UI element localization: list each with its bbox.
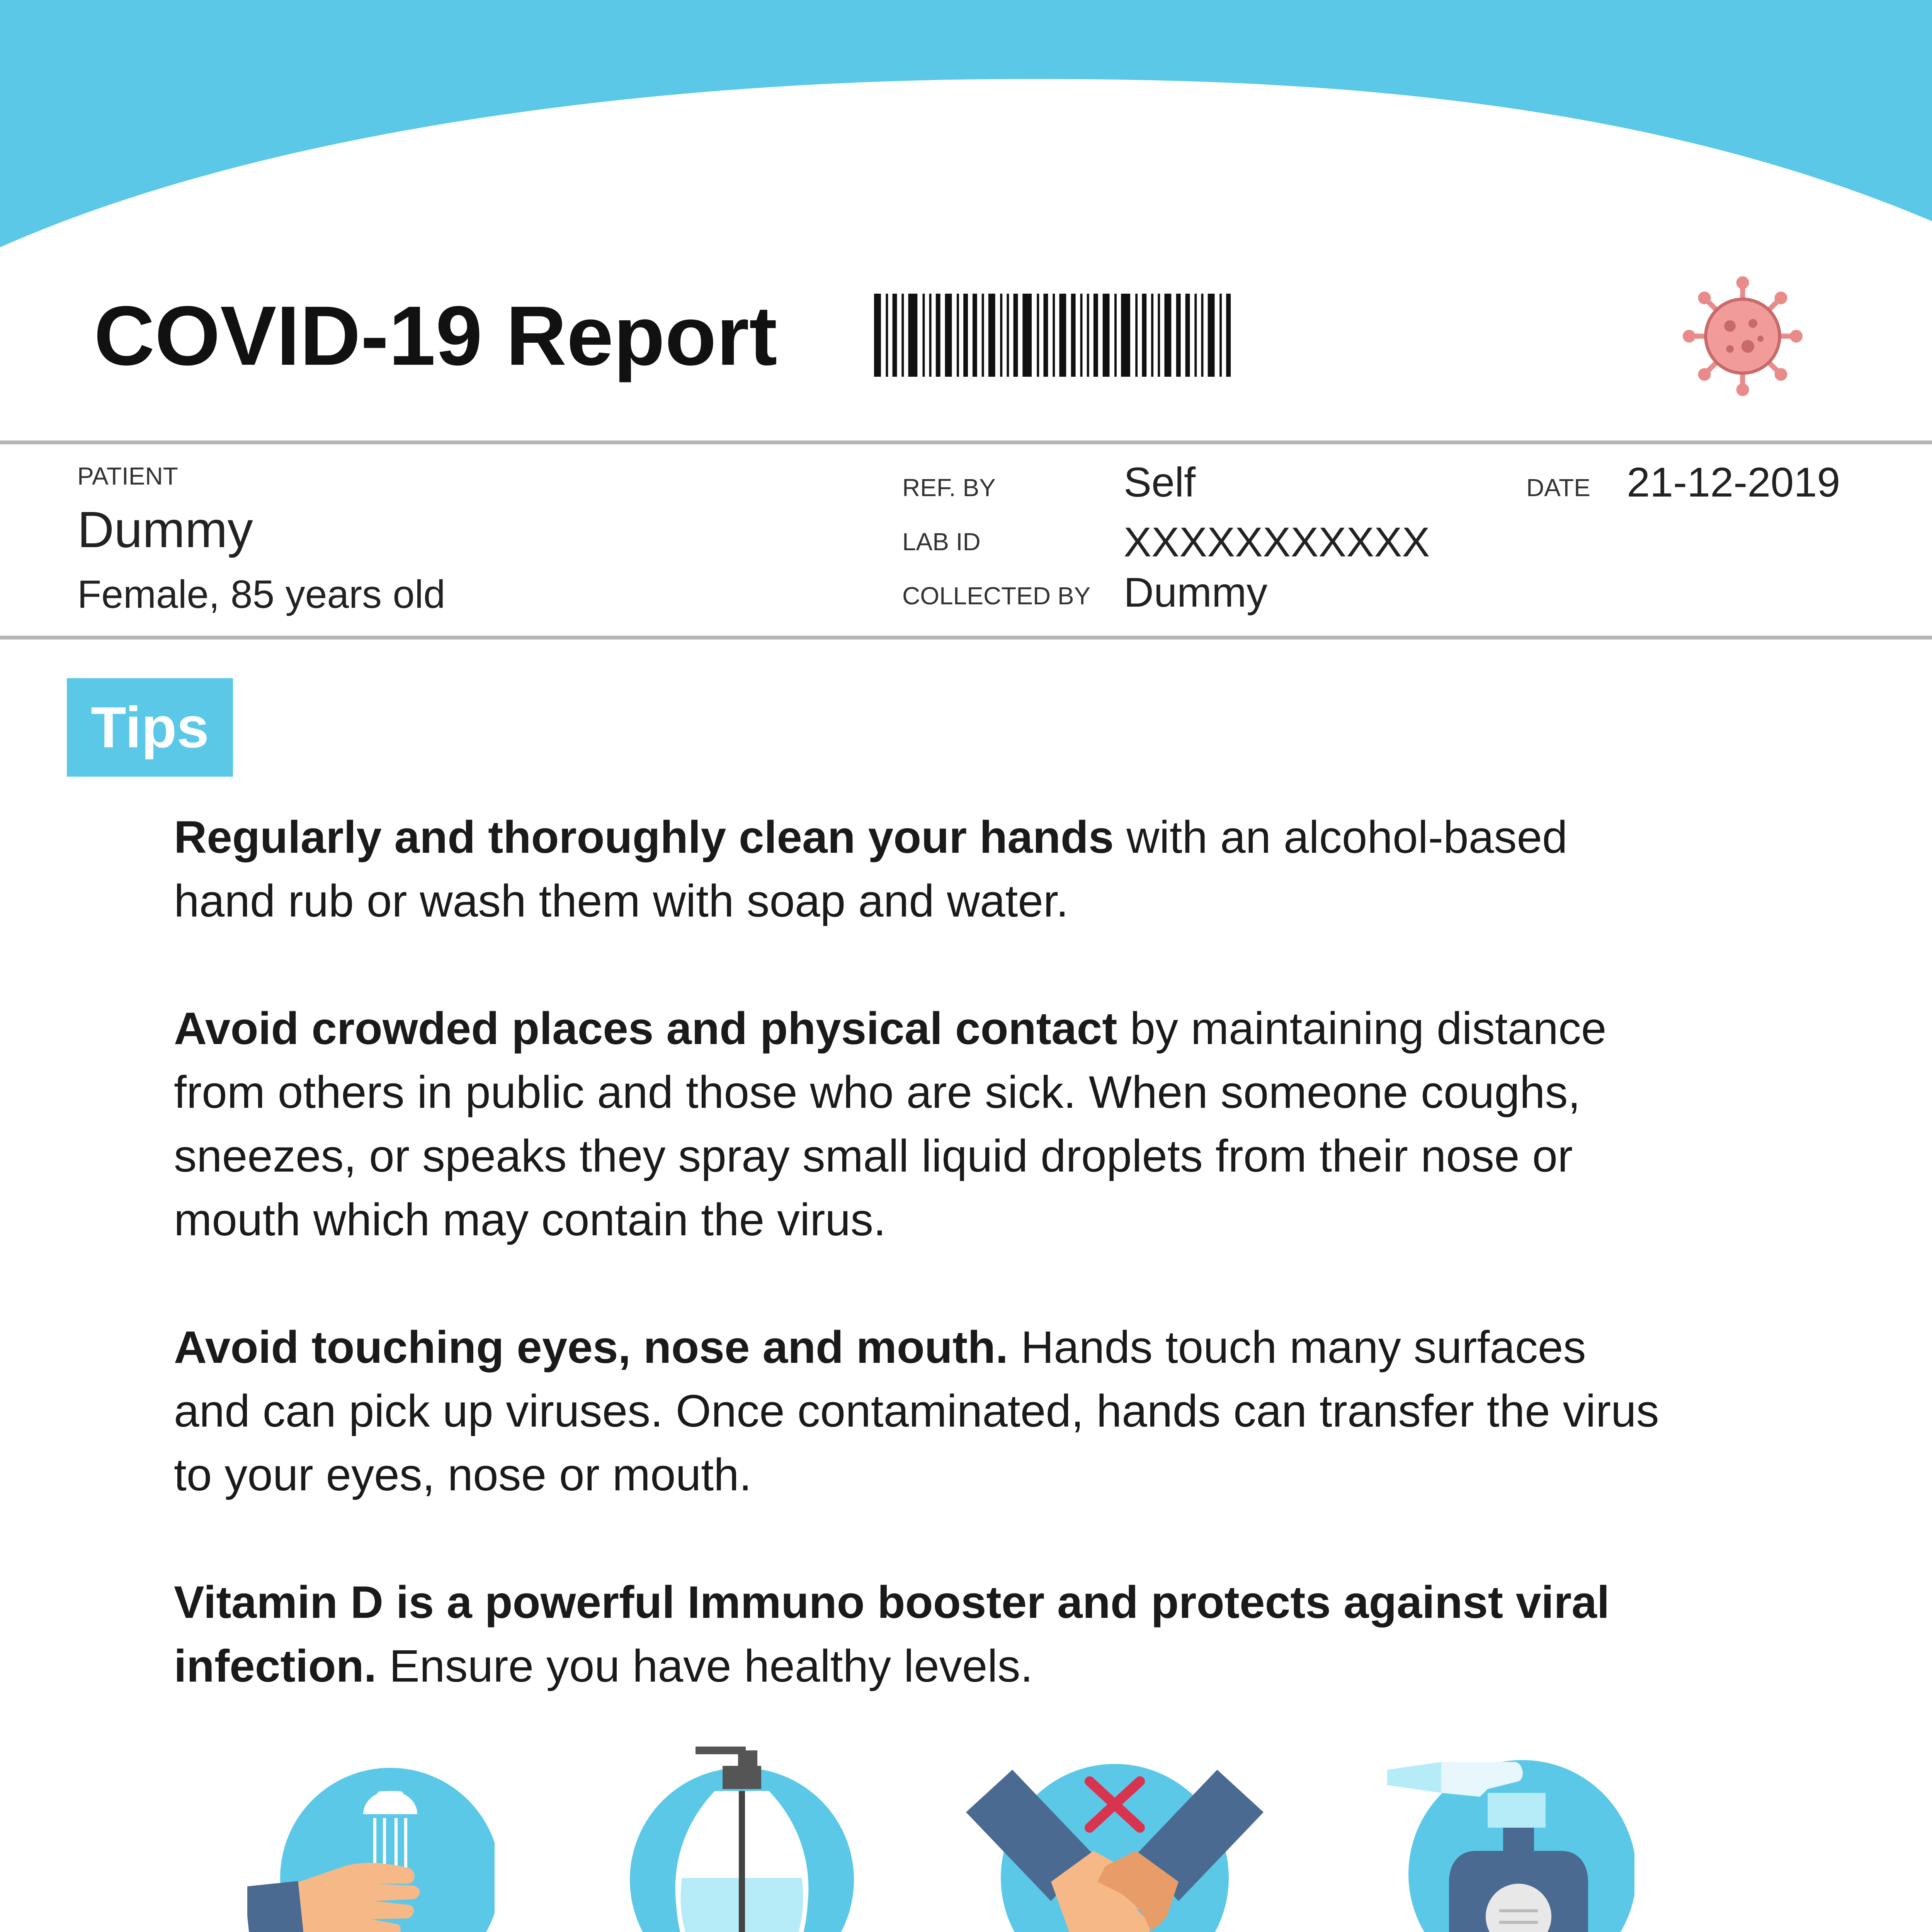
- barcode-bar: [874, 294, 881, 377]
- virus-icon: [1679, 272, 1806, 400]
- barcode-bar: [1142, 294, 1146, 377]
- barcode-bar: [908, 294, 917, 377]
- tip-heading: Vitamin D is a powerful Immuno booster and protects against viral infection.: [174, 1577, 1610, 1692]
- collected-by-label: COLLECTED BY: [902, 582, 1091, 610]
- disinfectant-spray-icon: [1387, 1754, 1634, 1932]
- barcode-bar: [1194, 294, 1197, 377]
- tip-paragraph: [174, 1316, 1662, 1507]
- barcode-bar: [973, 294, 977, 377]
- barcode-bar: [1043, 294, 1048, 377]
- tip-heading: Regularly and thoroughly clean your hands: [174, 812, 1114, 863]
- date-label: DATE: [1526, 474, 1590, 502]
- barcode-bar: [1071, 294, 1076, 377]
- header-wave: [0, 0, 1932, 247]
- barcode-bar: [1103, 294, 1110, 377]
- tip-body: with an alcohol-based hand rub or wash them with soap and water.: [174, 812, 1568, 927]
- tip-heading: Avoid touching eyes, nose and mouth.: [174, 1322, 1009, 1373]
- barcode-bar: [1094, 294, 1098, 377]
- tip-body: Ensure you have healthy levels.: [376, 1641, 1033, 1692]
- barcode-bar: [1164, 294, 1171, 377]
- patient-divider: [0, 636, 1932, 639]
- patient-name: Dummy: [77, 501, 253, 558]
- barcode-bar: [945, 294, 952, 377]
- barcode-bar: [1135, 294, 1138, 377]
- barcode-bar: [1158, 294, 1160, 377]
- tip-body: by maintaining distance from others in public and those who are sick. When someone coughs, sneezes, or speaks they spray small liquid droplets from their nose or mouth which may contain the virus.: [174, 1003, 1607, 1245]
- barcode-bar: [1059, 294, 1066, 377]
- barcode-bar: [1087, 294, 1089, 377]
- barcode-bar: [1185, 294, 1190, 377]
- tips-badge: Tips: [67, 678, 233, 777]
- barcode-bar: [1176, 294, 1181, 377]
- barcode-bar: [1022, 294, 1032, 377]
- barcode-bar: [1037, 294, 1039, 377]
- wash-hands-icon: [247, 1768, 495, 1932]
- barcode-bar: [1226, 294, 1231, 377]
- barcode-bar: [1000, 294, 1002, 377]
- barcode-bar: [901, 294, 904, 377]
- barcode-bar: [1053, 294, 1055, 377]
- page-title: COVID-19 Report: [94, 289, 777, 383]
- barcode-bar: [893, 294, 897, 377]
- barcode-bar: [1007, 294, 1009, 377]
- barcode-bar: [963, 294, 968, 377]
- barcode-bar: [1201, 294, 1204, 377]
- ref-by-label: REF. BY: [902, 474, 996, 502]
- barcode-bar: [929, 294, 932, 377]
- patient-label: PATIENT: [77, 462, 178, 490]
- barcode-bar: [1114, 294, 1117, 377]
- barcode: [874, 294, 1235, 377]
- barcode-bar: [1151, 294, 1153, 377]
- barcode-bar: [936, 294, 940, 377]
- ref-by-value: Self: [1124, 459, 1196, 505]
- header-divider: [0, 440, 1932, 444]
- handshake-icon: [966, 1754, 1264, 1932]
- barcode-bar: [957, 294, 959, 377]
- tip-heading: Avoid crowded places and physical contact: [174, 1003, 1117, 1054]
- barcode-bar: [1208, 294, 1215, 377]
- tip-body: Hands touch many surfaces and can pick up viruses. Once contaminated, hands can transfer the virus to your eyes, nose or mouth.: [174, 1322, 1659, 1500]
- barcode-bar: [1080, 294, 1083, 377]
- barcode-bar: [1219, 294, 1222, 377]
- barcode-bar: [1014, 294, 1018, 377]
- tip-paragraph: [174, 1571, 1662, 1698]
- tip-paragraph: [174, 997, 1662, 1252]
- barcode-bar: [988, 294, 995, 377]
- barcode-bar: [982, 294, 984, 377]
- tip-paragraph: [174, 806, 1662, 933]
- lab-id-label: LAB ID: [902, 528, 981, 556]
- barcode-bar: [886, 294, 888, 377]
- lab-id-value: XXXXXXXXXXX: [1124, 519, 1430, 565]
- barcode-bar: [1121, 294, 1130, 377]
- barcode-bar: [922, 294, 925, 377]
- date-value: 21-12-2019: [1627, 459, 1840, 505]
- patient-details: Female, 85 years old: [77, 572, 446, 616]
- soap-dispenser-icon: [626, 1743, 858, 1932]
- collected-by-value: Dummy: [1124, 569, 1267, 616]
